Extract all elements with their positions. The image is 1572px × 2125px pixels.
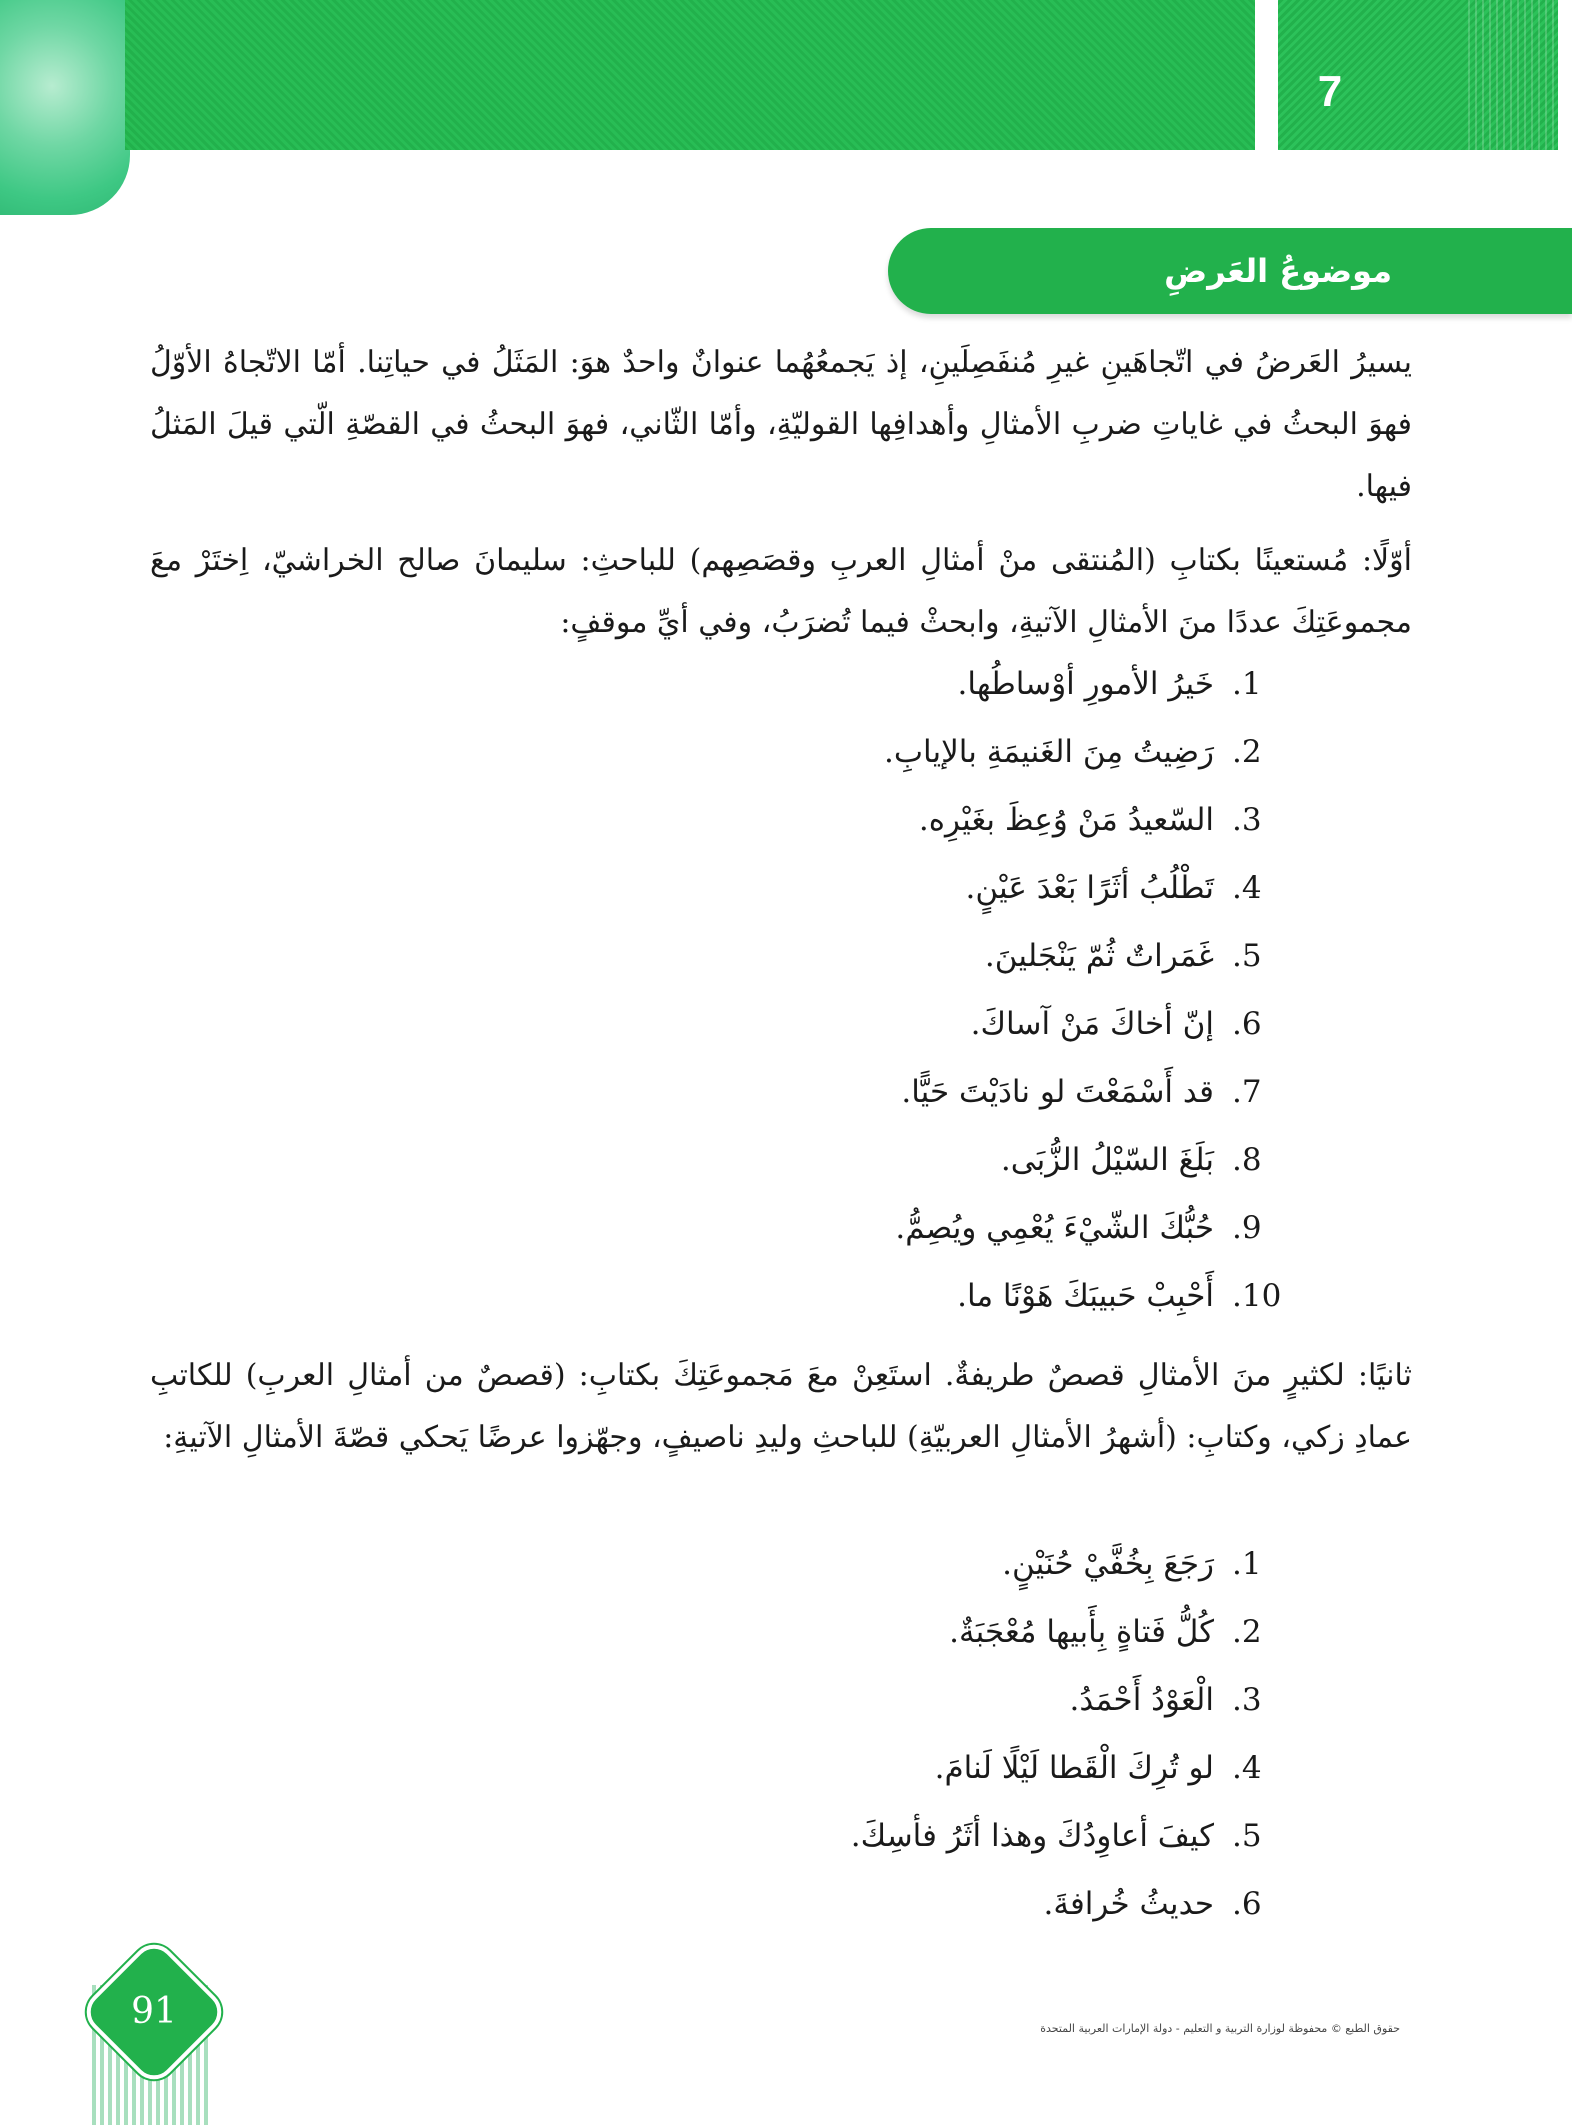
part1-instructions: أوّلًا: مُستعينًا بكتابِ (المُنتقى منْ أمثالِ العربِ وقصَصِهم) للباحثِ: سليمانَ صالح الخراشيّ، اِختَرْ معَ مجموعَتِكَ عددًا منَ الأمثالِ الآتيةِ، وابحثْ فيما تُضرَبُ، وفي أيِّ موقفٍ: — [150, 543, 1412, 640]
item-number: 6. — [1232, 1006, 1262, 1042]
item-number: 4. — [1232, 1750, 1262, 1786]
corner-decoration — [0, 0, 130, 215]
item-text: إنّ أخاكَ مَنْ آساكَ. — [970, 1006, 1214, 1042]
list-item — [851, 1870, 1302, 1938]
item-number: 7. — [1232, 1074, 1262, 1110]
list-item — [851, 1802, 1302, 1870]
item-number: 5. — [1232, 938, 1262, 974]
item-number: 1. — [1232, 666, 1262, 702]
item-number: 2. — [1232, 1614, 1262, 1650]
item-number: 2. — [1232, 734, 1262, 770]
list-item — [851, 1598, 1302, 1666]
proverbs-list-1 — [884, 650, 1302, 1330]
item-number: 9. — [1232, 1210, 1262, 1246]
item-text: بَلَغَ السّيْلُ الزُّبَى. — [1000, 1142, 1214, 1178]
list-item — [884, 854, 1302, 922]
list-item — [884, 1262, 1302, 1330]
section-title: موضوعُ العَرضِ — [1164, 252, 1392, 290]
item-number: 5. — [1232, 1818, 1262, 1854]
list-item — [884, 1194, 1302, 1262]
item-text: أَحْبِبْ حَبيبَكَ هَوْنًا ما. — [957, 1278, 1214, 1314]
copyright-notice: حقوق الطبع © محفوظة لوزارة التربية و التعليم - دولة الإمارات العربية المتحدة — [1040, 2022, 1400, 2035]
list-item — [884, 1126, 1302, 1194]
item-text: السّعيدُ مَنْ وُعِظَ بغَيْرِه. — [918, 802, 1214, 838]
item-number: 10. — [1232, 1278, 1282, 1314]
item-text: لو تُرِكَ الْقَطا لَيْلًا لَنامَ. — [934, 1750, 1214, 1786]
item-text: خَيرُ الأمورِ أوْساطُها. — [957, 666, 1214, 702]
list-item — [884, 922, 1302, 990]
page-number: 91 — [131, 1991, 177, 2032]
list-item — [884, 650, 1302, 718]
section-heading-pill — [888, 228, 1572, 314]
list-item — [851, 1734, 1302, 1802]
item-text: كُلُّ فَتاةٍ بِأَبيها مُعْجَبَةٌ. — [949, 1614, 1214, 1650]
item-text: حديثُ خُرافةَ. — [1043, 1886, 1214, 1922]
list-item — [884, 786, 1302, 854]
item-text: تَطْلُبُ أثَرًا بَعْدَ عَيْنٍ. — [965, 870, 1214, 906]
item-number: 6. — [1232, 1886, 1262, 1922]
item-text: الْعَوْدُ أَحْمَدُ. — [1069, 1682, 1214, 1718]
item-number: 3. — [1232, 1682, 1262, 1718]
item-text: رَضِيتُ مِنَ الغَنيمَةِ بالإيابِ. — [884, 734, 1214, 770]
item-number: 8. — [1232, 1142, 1262, 1178]
list-item — [851, 1530, 1302, 1598]
item-text: حُبُّكَ الشّيْءَ يُعْمِي ويُصِمُّ. — [895, 1210, 1214, 1246]
item-number: 1. — [1232, 1546, 1262, 1582]
intro-paragraph: يسيرُ العَرضُ في اتّجاهَينِ غيرِ مُنفَصِلَينِ، إذ يَجمعُهُما عنوانٌ واحدٌ هوَ: المَثَلُ في حياتِنا. أمّا الاتّجاهُ الأوّلُ فهوَ البحثُ في غاياتِ ضربِ الأمثالِ وأهدافِها القوليّةِ، وأمّا الثّاني، فهوَ البحثُ في القصّةِ الّتي قيلَ المَثلُ فيها. — [150, 345, 1412, 504]
proverbs-list-2 — [851, 1530, 1302, 1938]
item-number: 4. — [1232, 870, 1262, 906]
list-item — [884, 1058, 1302, 1126]
item-text: كيفَ أعاوِدُكَ وهذا أثَرُ فأسِكَ. — [850, 1818, 1214, 1854]
item-number: 3. — [1232, 802, 1262, 838]
item-text: غَمَراتٌ ثُمّ يَنْجَلينَ. — [984, 938, 1214, 974]
list-item — [884, 990, 1302, 1058]
list-item — [851, 1666, 1302, 1734]
chapter-number: 7 — [1317, 67, 1343, 116]
header-banner — [125, 0, 1255, 150]
list-item — [884, 718, 1302, 786]
item-text: قد أَسْمَعْتَ لو نادَيْتَ حَيًّا. — [901, 1074, 1214, 1110]
part2-instructions: ثانيًا: لكثيرٍ منَ الأمثالِ قصصٌ طريفةٌ. استَعِنْ معَ مَجموعَتِكَ بكتابِ: (قصصٌ من أمثالِ العربِ) للكاتبِ عمادِ زكي، وكتابِ: (أشهرُ الأمثالِ العربيّةِ) للباحثِ وليدِ ناصيفٍ، وجهّزوا عرضًا يَحكي قصّةَ الأمثالِ الآتيةِ: — [150, 1358, 1412, 1455]
item-text: رَجَعَ بِخُفَّيْ حُنَيْنٍ. — [1002, 1546, 1214, 1582]
